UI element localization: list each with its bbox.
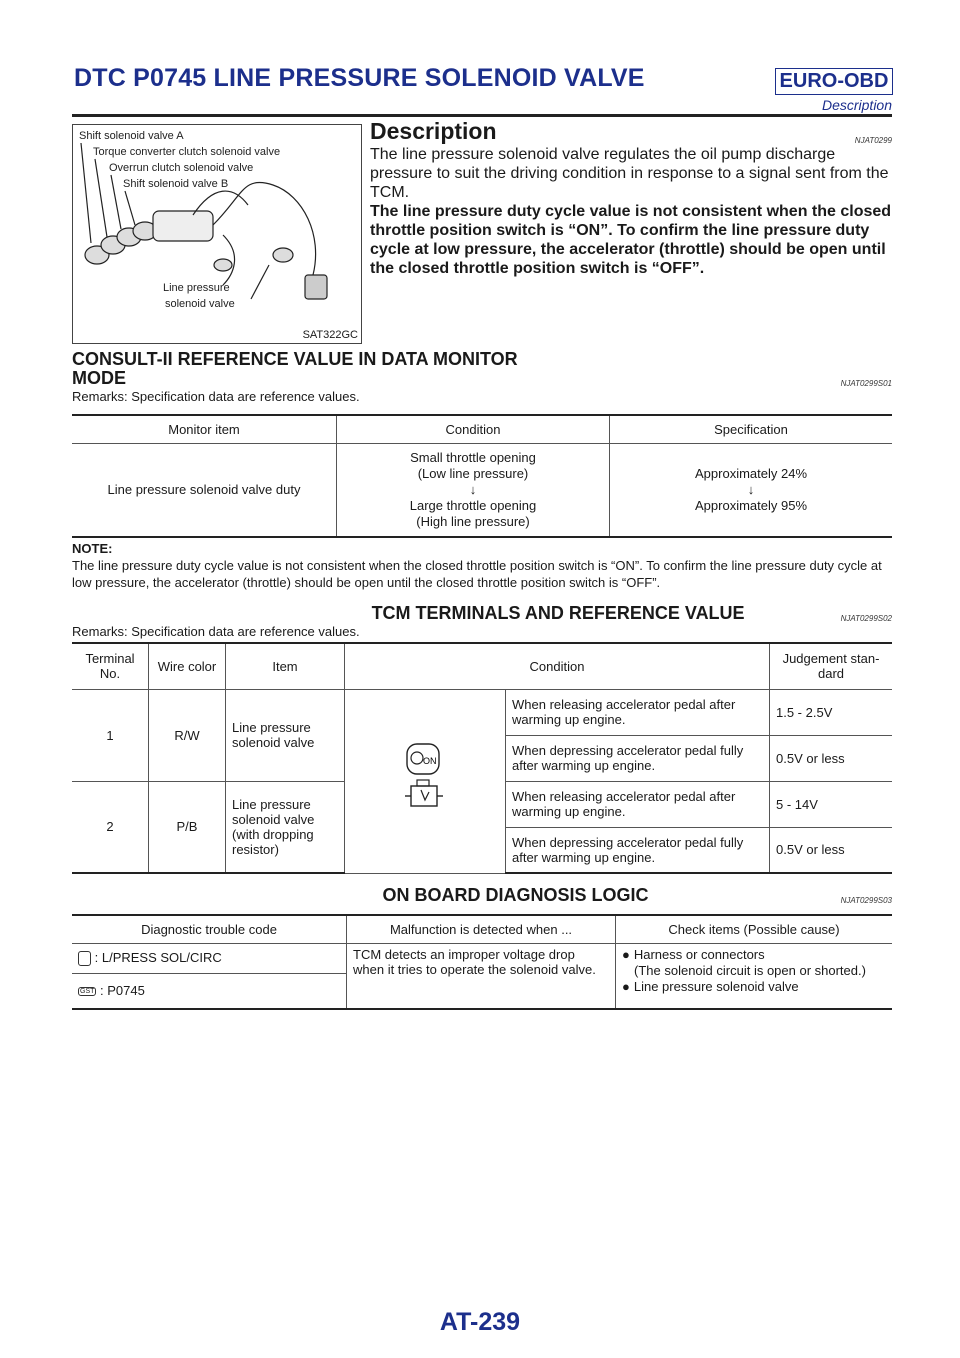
tcm-remarks: Remarks: Specification data are reference values. (72, 624, 360, 639)
cond-1b: When depressing accelerator pedal fully after warming up engine. (506, 735, 770, 781)
gst-icon: GST (80, 988, 95, 996)
obd-section (72, 886, 892, 905)
spec-24: Approximately 24% (695, 465, 807, 481)
consult-icon (78, 951, 91, 966)
col-terminal-no: Terminal No. (72, 643, 149, 689)
fig-label-solenoid-valve: solenoid valve (165, 298, 235, 310)
fig-label-overrun: Overrun clutch solenoid valve (109, 162, 254, 174)
col-dtc: Diagnostic trouble code (72, 915, 347, 943)
malfunction-cell: TCM detects an improper voltage drop when it tries to operate the solenoid valve. (347, 943, 616, 1009)
col-wire-color: Wire color (149, 643, 226, 689)
cond-arrow-icon: ↓ (469, 481, 477, 497)
obd-heading: ON BOARD DIAGNOSIS LOGIC (382, 885, 649, 905)
col-monitor-item: Monitor item (72, 415, 337, 443)
check-item-1: ● Harness or connectors (622, 946, 765, 962)
figure-caption: SAT322GC (302, 329, 358, 341)
fig-label-shift-b: Shift solenoid valve B (123, 178, 229, 190)
check-item-2: ● Line pressure solenoid valve (622, 978, 799, 994)
cond-high-pressure: (High line pressure) (416, 513, 530, 529)
fig-label-tcc: Torque converter clutch solenoid valve (93, 146, 281, 158)
check-items-cell (616, 943, 893, 1009)
page-number: AT-239 (439, 1308, 521, 1336)
description-heading: Description (370, 118, 497, 144)
terminal-2: 2 (72, 781, 149, 873)
col-specification: Specification (610, 415, 893, 443)
item-1: Line pressure solenoid valve (226, 689, 345, 781)
note-block (72, 540, 892, 591)
description-para-2: The line pressure duty cycle value is not consistent when the closed throttle position switch is “ON”. To confirm the line pressure duty cycle at low pressure, the accelerator (throttle) should be open until the closed throttle position switch is “OFF”. (370, 203, 892, 277)
cond-2a: When releasing accelerator pedal after warming up engine. (506, 781, 770, 827)
judge-1a: 1.5 - 2.5V (770, 689, 893, 735)
tcm-section (72, 604, 892, 640)
consult-heading-line2: MODE (72, 368, 126, 388)
cond-large-throttle: Large throttle opening (409, 497, 537, 513)
obd-logic-table (72, 914, 892, 1010)
col-condition: Condition (345, 643, 770, 689)
item-2: Line pressure solenoid valve (with dropping resistor) (226, 781, 345, 873)
page-header-title: DTC P0745 LINE PRESSURE SOLENOID VALVE (74, 64, 645, 92)
consult-ref-code: NJAT0299S01 (840, 379, 892, 388)
note-label: NOTE: (72, 541, 113, 556)
col-judgement: Judgement stan- dard (770, 643, 893, 689)
cond-2b: When depressing accelerator pedal fully after warming up engine. (506, 827, 770, 873)
fig-label-shift-a: Shift solenoid valve A (79, 130, 184, 142)
tcm-heading: TCM TERMINALS AND REFERENCE VALUE (371, 603, 745, 623)
description-para-1: The line pressure solenoid valve regulates the oil pump discharge pressure to suit the driving condition in response to a signal sent from the TCM. (370, 146, 889, 201)
solenoid-valve-figure (72, 124, 362, 344)
spec-arrow-icon: ↓ (747, 481, 755, 497)
obd-ref-code: NJAT0299S03 (840, 896, 892, 905)
description-ref-code: NJAT0299 (854, 136, 892, 145)
euro-obd-badge: EURO-OBD (775, 68, 893, 95)
wire-2: P/B (149, 781, 226, 873)
page-header-subtitle: Description (821, 97, 892, 113)
header-rule (72, 114, 892, 117)
engine-icon (405, 780, 443, 806)
cond-low-pressure: (Low line pressure) (417, 465, 529, 481)
col-malfunction: Malfunction is detected when ... (347, 915, 616, 943)
consult-reference-table (72, 414, 892, 538)
consult-heading-line1: CONSULT-II REFERENCE VALUE IN DATA MONITOR (72, 349, 518, 369)
monitor-item-cell: Line pressure solenoid valve duty (72, 443, 337, 537)
check-item-1-detail: (The solenoid circuit is open or shorted.) (634, 962, 866, 978)
judge-1b: 0.5V or less (770, 735, 893, 781)
ignition-on-icon (395, 740, 455, 820)
dtc-gst-code: GST : P0745 (72, 973, 347, 1009)
fig-label-line-pressure: Line pressure (163, 282, 230, 294)
col-condition: Condition (337, 415, 610, 443)
solenoid-assembly-drawing (73, 125, 361, 343)
consult-remarks: Remarks: Specification data are reference values. (72, 389, 360, 404)
svg-text:ON: ON (423, 755, 437, 766)
wire-1: R/W (149, 689, 226, 781)
cond-1a: When releasing accelerator pedal after warming up engine. (506, 689, 770, 735)
condition-cell (337, 443, 610, 537)
judge-2b: 0.5V or less (770, 827, 893, 873)
dtc-consult-code: : L/PRESS SOL/CIRC (72, 943, 347, 973)
description-section (370, 118, 892, 278)
col-item: Item (226, 643, 345, 689)
ignition-engine-icons (345, 689, 506, 873)
judge-2a: 5 - 14V (770, 781, 893, 827)
cond-small-throttle: Small throttle opening (410, 449, 536, 465)
spec-95: Approximately 95% (695, 497, 807, 513)
tcm-terminals-table (72, 642, 892, 874)
col-check-items: Check items (Possible cause) (616, 915, 893, 943)
tcm-ref-code: NJAT0299S02 (840, 614, 892, 623)
note-text: The line pressure duty cycle value is not consistent when the closed throttle position switch is “ON”. To confirm the line pressure duty cycle at low pressure, the accelerator (throttle) should be open until the closed throttle position switch is “OFF”. (72, 558, 882, 590)
consult-section (72, 350, 892, 405)
specification-cell (610, 443, 893, 537)
terminal-1: 1 (72, 689, 149, 781)
